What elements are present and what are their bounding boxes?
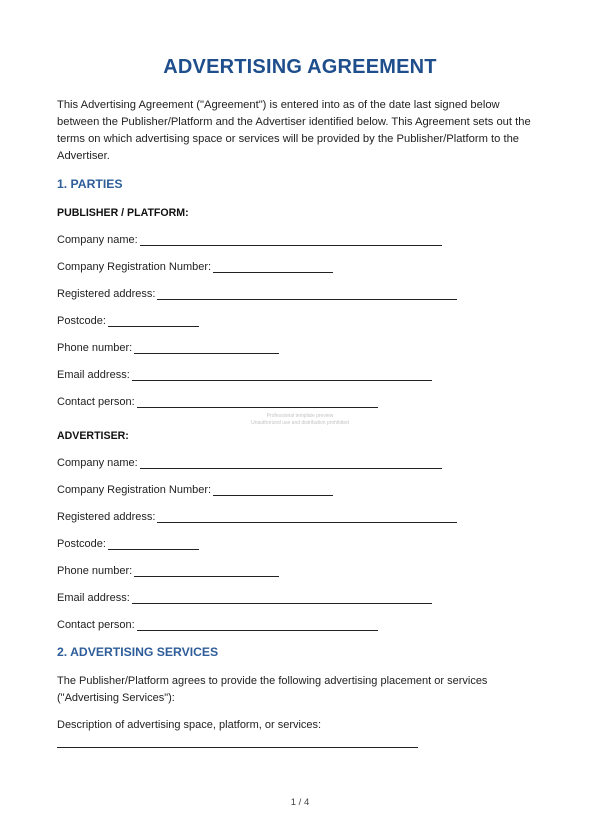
page-number: 1 / 4 <box>290 797 310 808</box>
services-description-line[interactable] <box>57 747 418 748</box>
publisher-phone-field[interactable] <box>57 340 279 354</box>
fill-line[interactable] <box>140 457 442 469</box>
field-label: Company Registration Number: <box>57 261 212 273</box>
advertiser-label: ADVERTISER: <box>57 430 129 442</box>
section-heading-parties: 1. PARTIES <box>57 177 123 191</box>
field-label: Company Registration Number: <box>57 484 212 496</box>
field-label: Registered address: <box>57 511 156 523</box>
advertiser-company-name-field[interactable] <box>57 455 442 469</box>
advertiser-email-field[interactable] <box>57 590 432 604</box>
fill-line[interactable] <box>132 369 432 381</box>
field-label: Phone number: <box>57 342 133 354</box>
advertiser-contact-field[interactable] <box>57 617 378 631</box>
field-label: Email address: <box>57 592 130 604</box>
publisher-address-field[interactable] <box>57 286 457 300</box>
fill-line[interactable] <box>108 538 199 550</box>
fill-line[interactable] <box>157 288 457 300</box>
fill-line[interactable] <box>137 619 378 631</box>
advertiser-postcode-field[interactable] <box>57 536 199 550</box>
publisher-label: PUBLISHER / PLATFORM: <box>57 207 189 219</box>
publisher-contact-field[interactable] <box>57 394 378 408</box>
field-label: Postcode: <box>57 538 106 550</box>
field-label: Postcode: <box>57 315 106 327</box>
watermark-line: Unauthorized use and distribution prohibited <box>251 420 349 426</box>
publisher-company-name-field[interactable] <box>57 232 442 246</box>
fill-line[interactable] <box>108 315 199 327</box>
fill-line[interactable] <box>137 396 378 408</box>
field-label: Contact person: <box>57 396 135 408</box>
field-label: Registered address: <box>57 288 156 300</box>
services-description-label: Description of advertising space, platform, or services: <box>57 719 322 731</box>
field-label: Company name: <box>57 234 138 246</box>
publisher-registration-field[interactable] <box>57 259 333 273</box>
fill-line[interactable] <box>213 484 333 496</box>
publisher-postcode-field[interactable] <box>57 313 199 327</box>
field-label: Company name: <box>57 457 138 469</box>
fill-line[interactable] <box>132 592 432 604</box>
publisher-email-field[interactable] <box>57 367 432 381</box>
intro-paragraph: This Advertising Agreement ("Agreement") is entered into as of the date last signed below between the Publisher/Platform and the Advertiser identified below. This Agreement sets out the terms on which advertising space or services will be provided by the Publisher/Platform to the Advertiser. <box>57 99 531 162</box>
watermark-line: Professional template preview <box>266 413 334 419</box>
services-paragraph: The Publisher/Platform agrees to provide the following advertising placement or services ("Advertising Services"): <box>57 675 488 704</box>
document-title: ADVERTISING AGREEMENT <box>163 56 437 78</box>
fill-line[interactable] <box>134 342 279 354</box>
field-label: Phone number: <box>57 565 133 577</box>
watermark <box>0 413 600 427</box>
advertiser-phone-field[interactable] <box>57 563 279 577</box>
advertiser-registration-field[interactable] <box>57 482 333 496</box>
fill-line[interactable] <box>157 511 457 523</box>
section-heading-advertising-services: 2. ADVERTISING SERVICES <box>57 645 219 659</box>
fill-line[interactable] <box>140 234 442 246</box>
advertiser-address-field[interactable] <box>57 509 457 523</box>
fill-line[interactable] <box>134 565 279 577</box>
field-label: Email address: <box>57 369 130 381</box>
fill-line[interactable] <box>213 261 333 273</box>
field-label: Contact person: <box>57 619 135 631</box>
